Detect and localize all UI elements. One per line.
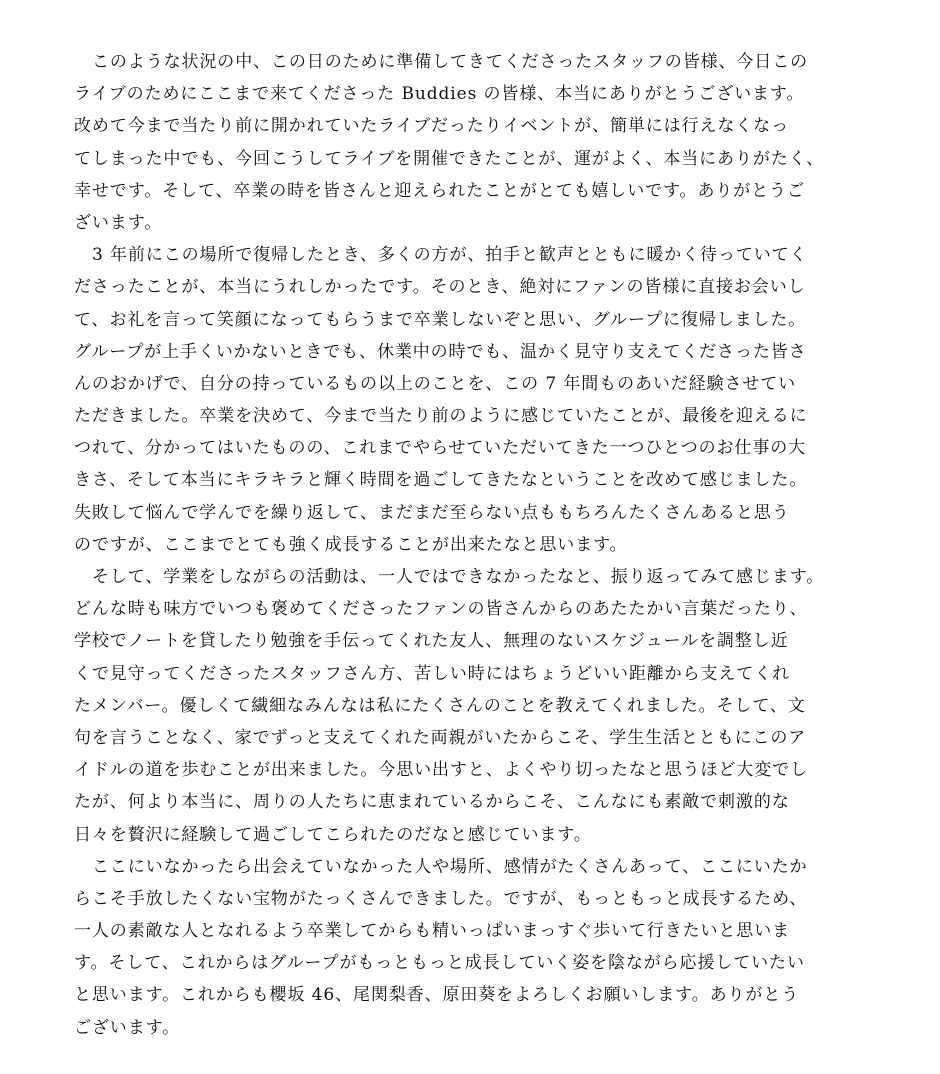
text-line: たメンバー。優しくて繊細なみんなは私にたくさんのことを教えてくれました。そして、文 [74,695,806,716]
text-line: グループが上手くいかないときでも、休業中の時でも、温かく見守り支えてくださった皆さ [74,341,807,362]
text-line: す。そして、これからはグループがもっともっと成長していく姿を陰ながら応援していたい [74,953,805,974]
text-line: て、お礼を言って笑顔になってもらうまで卒業しないぞと思い、グループに復帰しました。 [74,309,807,330]
text-line: イドルの道を歩むことが出来ました。今思い出すと、よくやり切ったなと思うほど大変でし [74,760,808,781]
text-line: ださったことが、本当にうれしかったです。そのとき、絶対にファンの皆様に直接お会いし [74,277,806,298]
paragraph-4 [74,851,854,1044]
text-line: 学校でノートを貸したり勉強を手伝ってくれた友人、無理のないスケジュールを調整し近 [74,631,789,652]
text-line: 改めて今まで当たり前に開かれていたライブだったりイベントが、簡単には行えなくなっ [74,116,789,137]
text-line: と思います。これからも櫻坂 46、尾関梨香、原田葵をよろしくお願いします。ありがとう [74,985,800,1006]
text-line: 句を言うことなく、家でずっと支えてくれた両親がいたからこそ、学生生活とともにこのア [74,727,807,748]
text-line: このような状況の中、この日のために準備してきてくださったスタッフの皆様、今日この [92,52,808,72]
text-line: たが、何より本当に、周りの人たちに恵まれているからこそ、こんなにも素敵で刺激的な [74,792,790,813]
text-line: らこそ手放したくない宝物がたっくさんできました。ですが、もっともっと成長するため、 [74,888,808,909]
paragraph-1 [74,46,854,239]
text-line: ございます。 [74,1017,181,1038]
text-line: 失敗して悩んで学んでを繰り返して、まだまだ至らない点ももちろんたくさんあると思う [74,502,790,523]
text-line: のですが、ここまでとても強く成長することが出来たなと思います。 [74,534,628,555]
text-line: そして、学業をしながらの活動は、一人ではできなかったなと、振り返ってみて感じます。 [92,567,825,587]
text-line: つれて、分かってはいたものの、これまでやらせていただいてきた一つひとつのお仕事の大 [74,438,807,459]
text-line: 一人の素敵な人となれるよう卒業してからも精いっぱいまっすぐ歩いて行きたいと思いま [74,921,790,942]
text-line: んのおかげで、自分の持っているもの以上のことを、この 7 年間ものあいだ経験させてい [74,373,797,394]
text-line: どんな時も味方でいつも褒めてくださったファンの皆さんからのあたたかい言葉だったり、 [74,599,808,620]
text-line: てしまった中でも、今回こうしてライブを開催できたことが、運がよく、本当にありがたく、 [74,148,825,169]
text-line: 幸せです。そして、卒業の時を皆さんと迎えられたことがとても嬉しいです。ありがとうご [74,180,805,201]
text-line: 日々を贅沢に経験して過ごしてこられたのだなと感じています。 [74,824,592,845]
text-line: ここにいなかったら出会えていなかった人や場所、感情がたくさんあって、ここにいたか [92,856,808,877]
paragraph-2 [74,239,854,561]
article-body [74,46,854,1044]
text-line: くで見守ってくださったスタッフさん方、苦しい時にはちょうどいい距離から支えてくれ [74,663,790,684]
paragraph-3 [74,561,854,851]
text-line: ざいます。 [74,212,163,233]
text-line: ただきました。卒業を決めて、今まで当たり前のように感じていたことが、最後を迎えるに [74,406,808,427]
text-line: ライブのためにここまで来てくださった Buddies の皆様、本当にありがとうございます。 [74,84,805,105]
text-line: 3 年前にこの場所で復帰したとき、多くの方が、拍手と歓声とともに暖かく待っていてく [92,245,808,266]
text-line: きさ、そして本当にキラキラと輝く時間を過ごしてきたなということを改めて感じました。 [74,470,808,491]
